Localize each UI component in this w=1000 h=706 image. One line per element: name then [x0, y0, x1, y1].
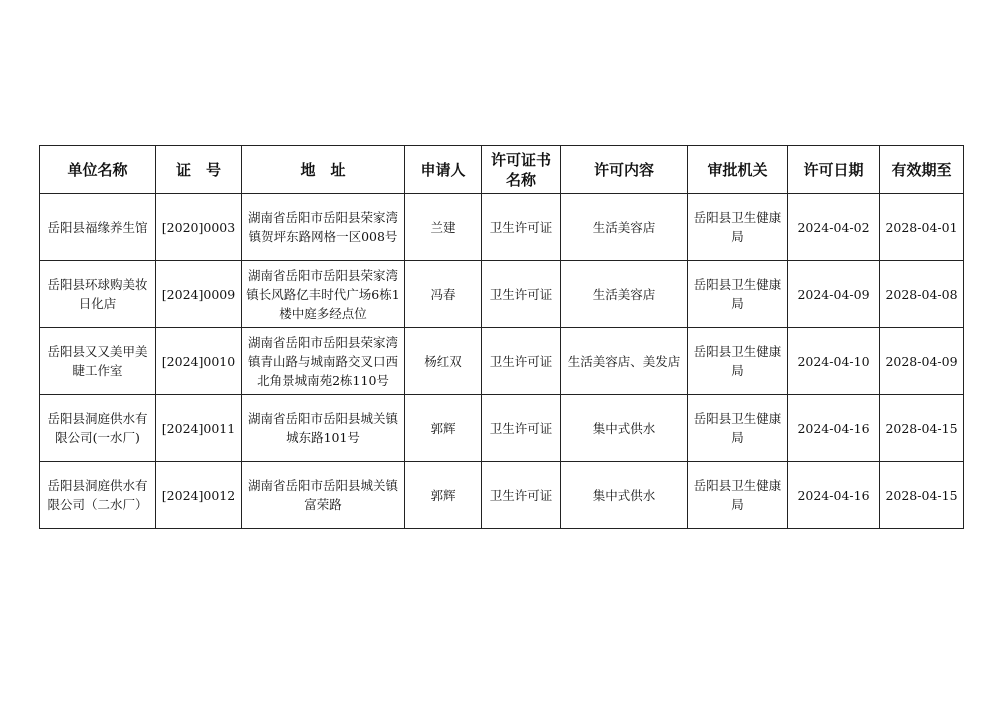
- license-content-cell: 生活美容店: [561, 261, 688, 328]
- address-cell: 湖南省岳阳市岳阳县城关镇城东路101号: [242, 395, 405, 462]
- issue-date-cell: 2024-04-16: [788, 395, 880, 462]
- approval-authority-cell: 岳阳县卫生健康局: [688, 462, 788, 529]
- license-name-cell: 卫生许可证: [482, 395, 561, 462]
- cert-number-cell: [2020]0003: [156, 194, 242, 261]
- unit-name-cell: 岳阳县环球购美妆日化店: [40, 261, 156, 328]
- address-cell: 湖南省岳阳市岳阳县城关镇富荣路: [242, 462, 405, 529]
- table-row: [40, 194, 964, 261]
- approval-authority-cell: 岳阳县卫生健康局: [688, 328, 788, 395]
- issue-date-cell: 2024-04-02: [788, 194, 880, 261]
- issue-date-cell: 2024-04-09: [788, 261, 880, 328]
- license-name-cell: 卫生许可证: [482, 194, 561, 261]
- approval-authority-cell: 岳阳县卫生健康局: [688, 194, 788, 261]
- unit-name-cell: 岳阳县洞庭供水有限公司（二水厂）: [40, 462, 156, 529]
- license-name-cell: 卫生许可证: [482, 462, 561, 529]
- issue-date-cell: 2024-04-16: [788, 462, 880, 529]
- approval-authority-cell: 岳阳县卫生健康局: [688, 395, 788, 462]
- applicant-cell: 兰建: [405, 194, 482, 261]
- license-content-cell: 集中式供水: [561, 462, 688, 529]
- table-row: [40, 328, 964, 395]
- header-issue-date: 许可日期: [788, 146, 880, 194]
- license-content-cell: 集中式供水: [561, 395, 688, 462]
- unit-name-cell: 岳阳县福缘养生馆: [40, 194, 156, 261]
- table-row: [40, 261, 964, 328]
- unit-name-cell: 岳阳县洞庭供水有限公司(一水厂): [40, 395, 156, 462]
- issue-date-cell: 2024-04-10: [788, 328, 880, 395]
- applicant-cell: 冯春: [405, 261, 482, 328]
- cert-number-cell: [2024]0012: [156, 462, 242, 529]
- address-cell: 湖南省岳阳市岳阳县荣家湾镇青山路与城南路交叉口西北角景城南苑2栋110号: [242, 328, 405, 395]
- header-valid-until: 有效期至: [880, 146, 964, 194]
- cert-number-cell: [2024]0011: [156, 395, 242, 462]
- license-name-cell: 卫生许可证: [482, 261, 561, 328]
- header-row: [40, 146, 964, 194]
- address-cell: 湖南省岳阳市岳阳县荣家湾镇长风路亿丰时代广场6栋1楼中庭多经点位: [242, 261, 405, 328]
- table-row: [40, 395, 964, 462]
- header-address: 地 址: [242, 146, 405, 194]
- address-cell: 湖南省岳阳市岳阳县荣家湾镇贺坪东路网格一区008号: [242, 194, 405, 261]
- valid-until-cell: 2028-04-01: [880, 194, 964, 261]
- valid-until-cell: 2028-04-09: [880, 328, 964, 395]
- header-approval-authority: 审批机关: [688, 146, 788, 194]
- unit-name-cell: 岳阳县又又美甲美睫工作室: [40, 328, 156, 395]
- license-content-cell: 生活美容店: [561, 194, 688, 261]
- license-content-cell: 生活美容店、美发店: [561, 328, 688, 395]
- valid-until-cell: 2028-04-15: [880, 462, 964, 529]
- cert-number-cell: [2024]0009: [156, 261, 242, 328]
- valid-until-cell: 2028-04-08: [880, 261, 964, 328]
- permit-table: [39, 145, 964, 529]
- header-unit-name: 单位名称: [40, 146, 156, 194]
- applicant-cell: 杨红双: [405, 328, 482, 395]
- cert-number-cell: [2024]0010: [156, 328, 242, 395]
- license-name-cell: 卫生许可证: [482, 328, 561, 395]
- header-cert-number: 证 号: [156, 146, 242, 194]
- valid-until-cell: 2028-04-15: [880, 395, 964, 462]
- header-license-content: 许可内容: [561, 146, 688, 194]
- header-license-name: 许可证书名称: [482, 146, 561, 194]
- applicant-cell: 郭辉: [405, 462, 482, 529]
- approval-authority-cell: 岳阳县卫生健康局: [688, 261, 788, 328]
- table-row: [40, 462, 964, 529]
- applicant-cell: 郭辉: [405, 395, 482, 462]
- header-applicant: 申请人: [405, 146, 482, 194]
